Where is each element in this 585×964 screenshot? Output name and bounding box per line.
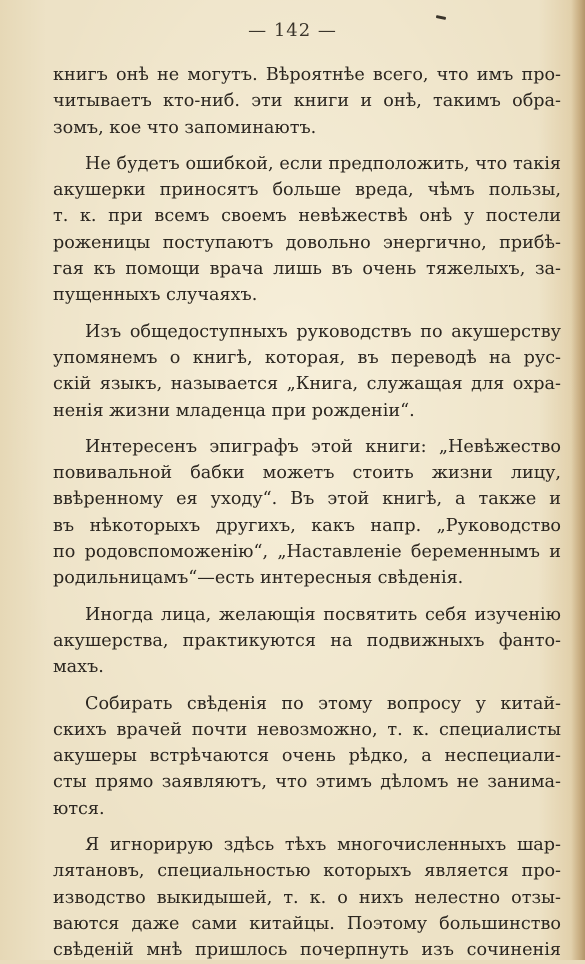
page-body [53, 62, 561, 964]
text-line: скихъ врачей почти невозможно, т. к. специалисты [53, 719, 561, 740]
page-edge-shadow [571, 0, 585, 960]
text-line: повивальной бабки можетъ стоить жизни лицу, [53, 463, 561, 484]
text-line: ненія жизни младенца при рожденіи“. [53, 400, 415, 421]
text-line: акушеры встрѣчаются очень рѣдко, а неспециали- [53, 746, 561, 767]
text-line: акушерства, практикуются на подвижныхъ фанто- [53, 630, 561, 651]
text-line: ваются даже сами китайцы. Поэтому большинство [53, 913, 561, 934]
text-line: по родовспоможенію“, „Наставленіе беременнымъ и [53, 542, 561, 563]
text-line: лятановъ, специальностью которыхъ является про- [53, 861, 561, 882]
text-line: Изъ общедоступныхъ руководствъ по акушерству [85, 321, 561, 342]
text-line: ются. [53, 798, 105, 819]
text-line: Иногда лица, желающія посвятить себя изученію [85, 604, 561, 625]
text-line: читываетъ кто-ниб. эти книги и онѣ, такимъ обра- [53, 91, 561, 112]
text-line: упомянемъ о книгѣ, которая, въ переводѣ на рус- [53, 347, 561, 368]
text-line: гая къ помощи врача лишь въ очень тяжелыхъ, за- [53, 259, 561, 280]
text-line: Собирать свѣденія по этому вопросу у китай- [85, 693, 561, 714]
text-line: роженицы поступаютъ довольно энергично, прибѣ- [53, 232, 561, 253]
text-line: въ нѣкоторыхъ другихъ, какъ напр. „Руководство [53, 515, 561, 536]
text-line: махъ. [53, 657, 104, 678]
text-line: Я игнорирую здѣсь тѣхъ многочисленныхъ шар- [85, 835, 561, 856]
text-line: т. к. при всемъ своемъ невѣжествѣ онѣ у постели [53, 206, 561, 227]
text-line: скій языкъ, называется „Книга, служащая для охра- [53, 374, 561, 395]
text-line: ввѣренному ея уходу“. Въ этой книгѣ, а также и [53, 489, 561, 510]
text-line: изводство выкидышей, т. к. о нихъ нелестно отзы- [53, 887, 561, 908]
text-line: свѣденій мнѣ пришлось почерпнуть изъ сочиненія [53, 940, 561, 961]
text-line: зомъ, кое что запоминаютъ. [53, 117, 317, 138]
text-line: книгъ онѣ не могутъ. Вѣроятнѣе всего, что имъ про- [53, 65, 561, 85]
text-line: родильницамъ“—есть интересныя свѣденія. [53, 568, 464, 589]
text-line: Не будетъ ошибкой, если предположить, что такія [85, 153, 561, 174]
page-number: — 142 — [248, 20, 337, 41]
text-line: Интересенъ эпиграфъ этой книги: „Невѣжество [85, 436, 561, 457]
text-line: сты прямо заявляютъ, что этимъ дѣломъ не занима- [53, 772, 561, 793]
text-line: акушерки приносятъ больше вреда, чѣмъ пользы, [53, 180, 561, 201]
text-line: пущенныхъ случаяхъ. [53, 285, 258, 306]
